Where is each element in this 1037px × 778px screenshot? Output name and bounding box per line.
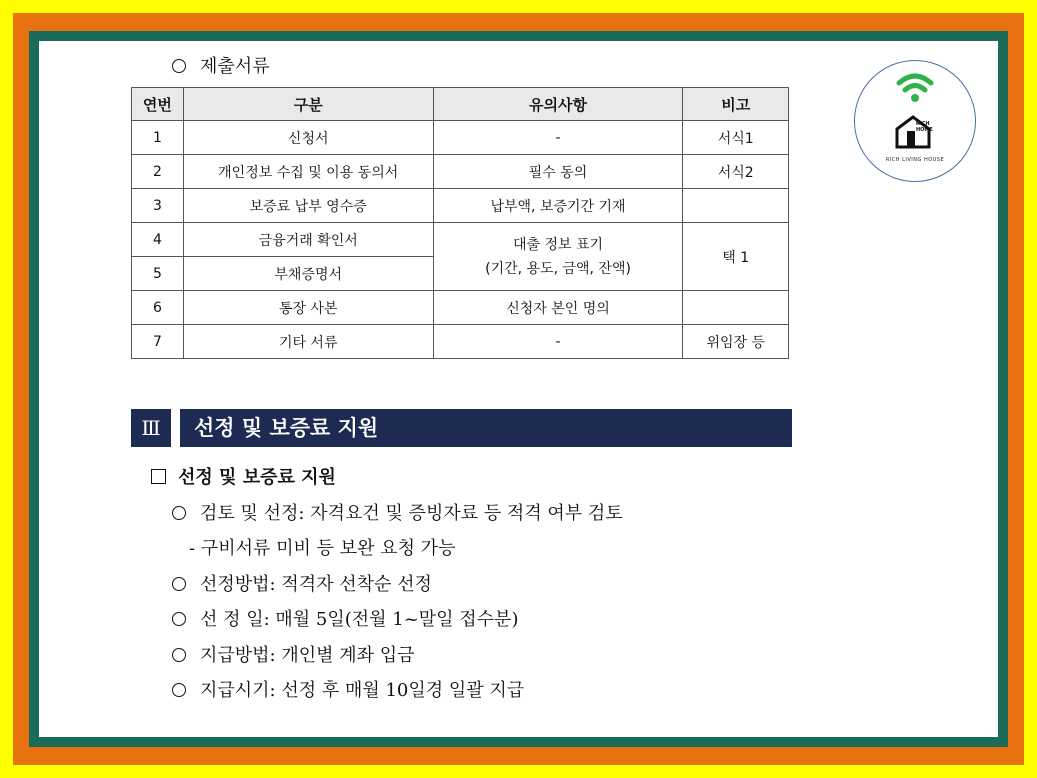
cell-note: 신청자 본인 명의 xyxy=(433,291,683,325)
cell-no: 4 xyxy=(132,223,184,257)
table-header-row xyxy=(132,88,789,121)
wifi-icon xyxy=(895,71,935,105)
section-header xyxy=(131,409,792,447)
table-row xyxy=(132,121,789,155)
column-header: 연번 xyxy=(132,88,184,121)
note-line: 대출 정보 표기 xyxy=(513,236,604,253)
section-title: 선정 및 보증료 지원 xyxy=(180,409,792,447)
column-header: 구분 xyxy=(183,88,433,121)
cell-type: 보증료 납부 영수증 xyxy=(183,189,433,223)
content-item: 지급방법: 개인별 계좌 입금 xyxy=(172,641,415,667)
cell-remark xyxy=(683,291,789,325)
table-row xyxy=(132,223,789,257)
cell-no: 1 xyxy=(132,121,184,155)
content-item: 지급시기: 선정 후 매월 10일경 일괄 지급 xyxy=(172,676,524,702)
content-item: 선 정 일: 매월 5일(전월 1~말일 접수분) xyxy=(172,605,518,631)
content-item: 선정방법: 적격자 선착순 선정 xyxy=(172,570,432,596)
cell-note-merged xyxy=(433,223,683,291)
cell-remark: 서식1 xyxy=(683,121,789,155)
table-row xyxy=(132,325,789,359)
cell-note: - xyxy=(433,325,683,359)
cell-remark-merged: 택 1 xyxy=(683,223,789,291)
cell-note: 필수 동의 xyxy=(433,155,683,189)
cell-remark: 위임장 등 xyxy=(683,325,789,359)
documents-table xyxy=(131,87,789,359)
cell-type: 금융거래 확인서 xyxy=(183,223,433,257)
table-row xyxy=(132,155,789,189)
cell-no: 6 xyxy=(132,291,184,325)
cell-no: 3 xyxy=(132,189,184,223)
circle-bullet-icon xyxy=(172,612,186,626)
circle-bullet-icon xyxy=(172,506,186,520)
cell-remark: 서식2 xyxy=(683,155,789,189)
cell-no: 5 xyxy=(132,257,184,291)
cell-type: 기타 서류 xyxy=(183,325,433,359)
cell-remark xyxy=(683,189,789,223)
rich-home-logo xyxy=(854,60,976,182)
submission-heading: 제출서류 xyxy=(172,52,270,78)
cell-no: 7 xyxy=(132,325,184,359)
note-line: (기간, 용도, 금액, 잔액) xyxy=(485,260,631,277)
circle-bullet-icon xyxy=(172,683,186,697)
cell-type: 신청서 xyxy=(183,121,433,155)
cell-type: 통장 사본 xyxy=(183,291,433,325)
table-row xyxy=(132,189,789,223)
cell-note: 납부액, 보증기간 기재 xyxy=(433,189,683,223)
content-heading: 선정 및 보증료 지원 xyxy=(151,463,336,489)
square-bullet-icon xyxy=(151,469,166,484)
cell-type: 부채증명서 xyxy=(183,257,433,291)
content-subitem: - 구비서류 미비 등 보완 요청 가능 xyxy=(189,538,456,559)
circle-bullet-icon xyxy=(172,648,186,662)
circle-bullet-icon xyxy=(172,577,186,591)
circle-bullet-icon xyxy=(172,59,186,73)
logo-tagline: RICH LIVING HOUSE xyxy=(885,157,945,163)
section-number: Ⅲ xyxy=(131,409,171,447)
cell-type: 개인정보 수집 및 이용 동의서 xyxy=(183,155,433,189)
column-header: 비고 xyxy=(683,88,789,121)
cell-note: - xyxy=(433,121,683,155)
logo-wordmark: RICH HOME xyxy=(916,121,933,133)
content-item: 검토 및 선정: 자격요건 및 증빙자료 등 적격 여부 검토 xyxy=(172,499,623,525)
table-row xyxy=(132,291,789,325)
cell-no: 2 xyxy=(132,155,184,189)
column-header: 유의사항 xyxy=(433,88,683,121)
